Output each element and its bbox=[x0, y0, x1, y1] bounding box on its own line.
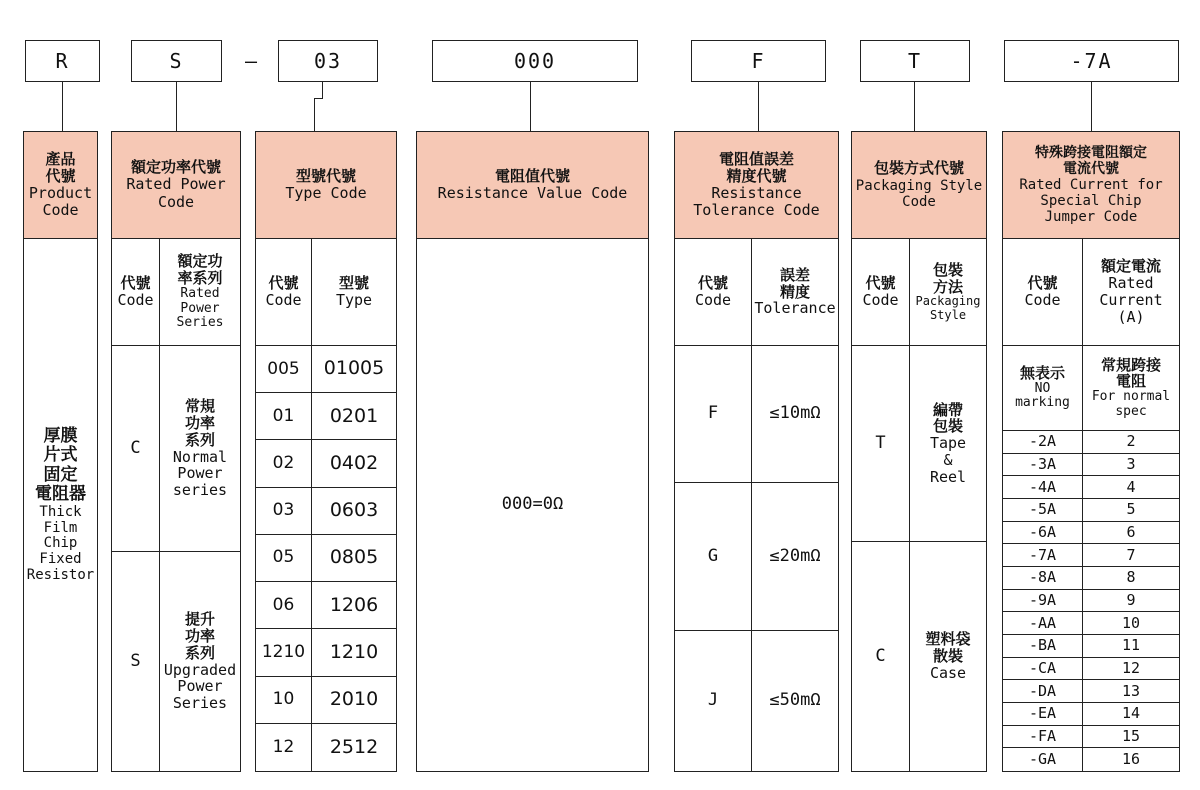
tolerance-row-value: ≤20mΩ bbox=[752, 483, 838, 631]
code-current: -7A bbox=[1070, 49, 1113, 73]
type-row-code: 01 bbox=[256, 393, 312, 440]
tolerance-subheader-code: 代號 Code bbox=[675, 239, 752, 346]
type-row-code: 05 bbox=[256, 535, 312, 582]
code-box-power bbox=[131, 40, 222, 82]
type-subheader-code: 代號 Code bbox=[256, 239, 312, 346]
code-product: R bbox=[55, 49, 70, 73]
type-column bbox=[255, 131, 397, 772]
power-column bbox=[111, 131, 241, 772]
type-row-type: 01005 bbox=[312, 346, 396, 393]
current-row-code: -FA bbox=[1003, 726, 1083, 749]
current-row-code: -BA bbox=[1003, 635, 1083, 658]
packaging-row-code: T bbox=[852, 346, 910, 542]
power-row-desc: 提升 功率 系列 Upgraded Power Series bbox=[163, 610, 237, 713]
type-row-type: 1206 bbox=[312, 582, 396, 629]
tolerance-row-value: ≤10mΩ bbox=[752, 346, 838, 483]
power-row-desc: 常規 功率 系列 Normal Power series bbox=[160, 346, 240, 552]
connector-product bbox=[62, 82, 63, 131]
current-row-code: -CA bbox=[1003, 658, 1083, 681]
resistance-value: 000=0Ω bbox=[501, 494, 564, 515]
current-row-code: -4A bbox=[1003, 476, 1083, 499]
current-column bbox=[1002, 131, 1180, 772]
code-packaging: T bbox=[907, 49, 923, 73]
code-tolerance: F bbox=[751, 49, 766, 73]
current-row-value: 5 bbox=[1083, 499, 1179, 522]
code-box-type bbox=[278, 40, 378, 82]
code-resistance: 000 bbox=[513, 49, 557, 73]
connector-tolerance bbox=[758, 82, 759, 131]
current-row-value: 16 bbox=[1121, 750, 1141, 769]
type-subheader-type: 型號 Type bbox=[312, 239, 396, 346]
current-row-value: 10 bbox=[1083, 612, 1179, 635]
packaging-subheader-method: 包裝 方法 Packaging Style bbox=[910, 239, 986, 346]
type-row-type: 2010 bbox=[312, 677, 396, 724]
connector-current bbox=[1091, 82, 1092, 131]
code-type: 03 bbox=[313, 49, 343, 73]
product-header: 產品 代號 Product Code bbox=[24, 132, 97, 239]
current-row-value: 2 bbox=[1083, 431, 1179, 454]
connector-power bbox=[176, 82, 177, 131]
current-row-value: 7 bbox=[1083, 544, 1179, 567]
current-normal-spec: 常規跨接 電阻 For normal spec bbox=[1083, 346, 1179, 431]
current-row-value: 6 bbox=[1083, 522, 1179, 545]
current-row-code: -2A bbox=[1003, 431, 1083, 454]
current-row-code: -6A bbox=[1003, 522, 1083, 545]
tolerance-row-code: G bbox=[675, 483, 752, 631]
type-row-code: 06 bbox=[256, 582, 312, 629]
code-box-current bbox=[1004, 40, 1179, 82]
resistance-header: 電阻值代號 Resistance Value Code bbox=[417, 132, 648, 239]
connector-type-b bbox=[314, 98, 323, 99]
code-box-resistance bbox=[432, 40, 638, 82]
type-rows bbox=[256, 346, 396, 771]
packaging-row-code: C bbox=[852, 542, 910, 771]
current-no-marking: 無表示 NO marking bbox=[1003, 346, 1083, 431]
connector-type-c bbox=[314, 98, 315, 131]
current-row-value: 4 bbox=[1083, 476, 1179, 499]
connector-type-a bbox=[322, 82, 323, 98]
code-box-packaging bbox=[860, 40, 970, 82]
current-row-value: 8 bbox=[1083, 567, 1179, 590]
tolerance-column bbox=[674, 131, 839, 772]
current-row-code: -7A bbox=[1003, 544, 1083, 567]
type-row-type: 0805 bbox=[312, 535, 396, 582]
current-row-code: -3A bbox=[1003, 454, 1083, 477]
current-subheader-code: 代號 Code bbox=[1003, 239, 1083, 346]
current-row-code: -EA bbox=[1003, 703, 1083, 726]
type-row-code: 02 bbox=[256, 440, 312, 487]
current-row-code: -8A bbox=[1003, 567, 1083, 590]
type-row-type: 0402 bbox=[312, 440, 396, 487]
type-row-type: 0603 bbox=[312, 488, 396, 535]
tolerance-row-code: F bbox=[675, 346, 752, 483]
current-row-value: 15 bbox=[1083, 726, 1179, 749]
type-row-type: 0201 bbox=[312, 393, 396, 440]
type-row-code: 03 bbox=[256, 488, 312, 535]
type-row-code: 1210 bbox=[256, 629, 312, 676]
type-row-type: 2512 bbox=[329, 735, 379, 758]
current-row-code: -GA bbox=[1003, 748, 1083, 771]
code-box-tolerance bbox=[691, 40, 826, 82]
current-header: 特殊跨接電阻額定 電流代號 Rated Current for Special Chip Jumper Code bbox=[1003, 132, 1179, 239]
current-row-code: -AA bbox=[1003, 612, 1083, 635]
type-header: 型號代號 Type Code bbox=[256, 132, 396, 239]
current-row-code: -9A bbox=[1003, 590, 1083, 613]
packaging-row-desc: 塑料袋 散裝 Case bbox=[925, 630, 971, 682]
type-row-code: 005 bbox=[256, 346, 312, 393]
current-row-value: 14 bbox=[1083, 703, 1179, 726]
current-subheader-rated: 額定電流 Rated Current (A) bbox=[1083, 239, 1179, 346]
current-row-value: 13 bbox=[1083, 680, 1179, 703]
current-row-value: 9 bbox=[1083, 590, 1179, 613]
packaging-column bbox=[851, 131, 987, 772]
packaging-header: 包裝方式代號 Packaging Style Code bbox=[852, 132, 986, 239]
type-row-type: 1210 bbox=[312, 629, 396, 676]
current-row-code: -5A bbox=[1003, 499, 1083, 522]
current-row-value: 3 bbox=[1083, 454, 1179, 477]
power-header: 額定功率代號 Rated Power Code bbox=[112, 132, 240, 239]
packaging-row-desc: 編帶 包裝 Tape & Reel bbox=[910, 346, 986, 542]
type-row-code: 12 bbox=[256, 724, 312, 771]
product-description: 厚膜 片式 固定 電阻器 Thick Film Chip Fixed Resistor bbox=[26, 425, 95, 583]
tolerance-subheader-value: 誤差 精度 Tolerance bbox=[752, 239, 838, 346]
product-column bbox=[23, 131, 98, 772]
power-row-code: C bbox=[112, 346, 160, 552]
tolerance-row-code: J bbox=[675, 631, 752, 771]
power-subheader-code: 代號 Code bbox=[112, 239, 160, 346]
code-separator: — bbox=[244, 49, 258, 73]
code-box-product bbox=[25, 40, 100, 82]
code-power: S bbox=[169, 49, 184, 73]
tolerance-row-value: ≤50mΩ bbox=[769, 690, 821, 711]
resistance-column bbox=[416, 131, 649, 772]
connector-packaging bbox=[914, 82, 915, 131]
current-rows bbox=[1003, 431, 1179, 771]
current-row-code: -DA bbox=[1003, 680, 1083, 703]
tolerance-header: 電阻值誤差 精度代號 Resistance Tolerance Code bbox=[675, 132, 838, 239]
power-subheader-series: 額定功 率系列 Rated Power Series bbox=[160, 239, 240, 346]
connector-resistance bbox=[530, 82, 531, 131]
current-row-value: 11 bbox=[1083, 635, 1179, 658]
type-row-code: 10 bbox=[256, 677, 312, 724]
power-row-code: S bbox=[112, 552, 160, 771]
current-row-value: 12 bbox=[1083, 658, 1179, 681]
packaging-subheader-code: 代號 Code bbox=[852, 239, 910, 346]
